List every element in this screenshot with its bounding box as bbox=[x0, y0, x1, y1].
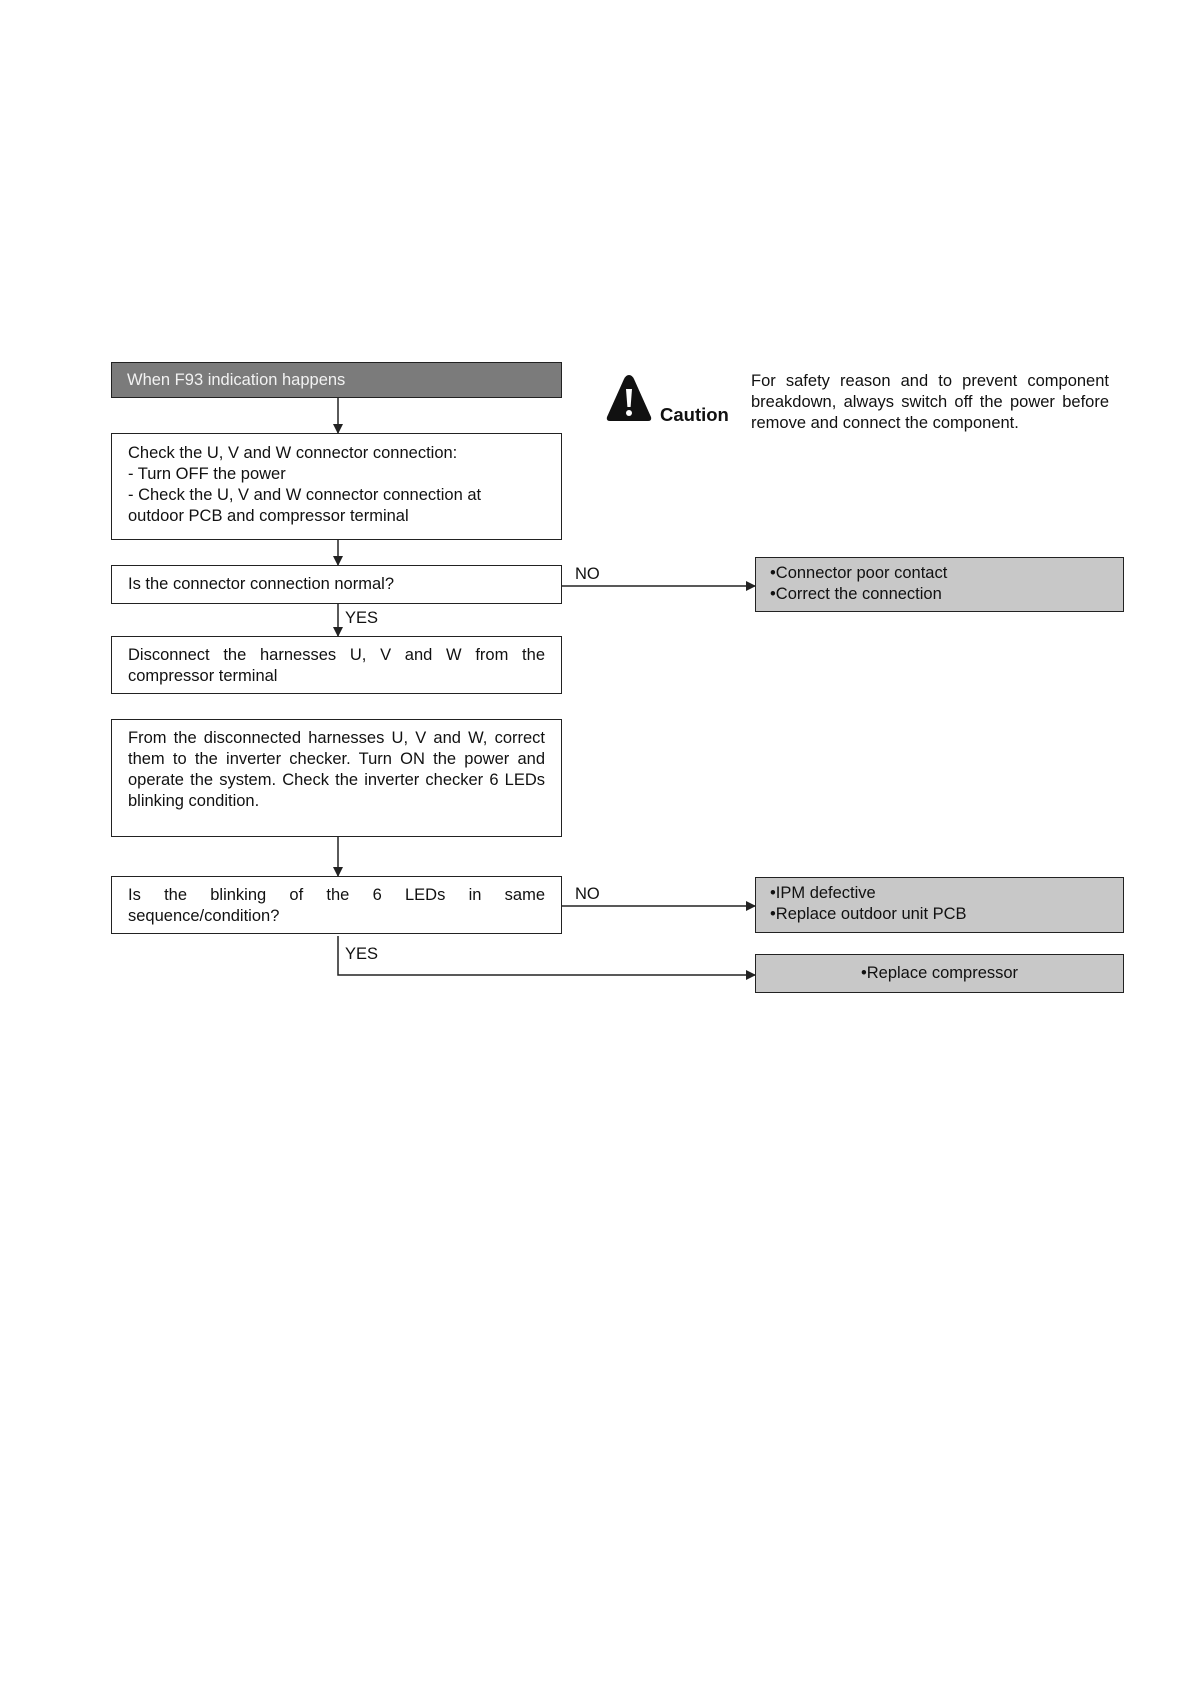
check-line-1: Check the U, V and W connector connection: bbox=[128, 444, 458, 462]
result-connector-box bbox=[755, 557, 1124, 612]
result-compressor-text: •Replace compressor bbox=[860, 964, 1019, 982]
disconnect-text: Disconnect the harnesses U, V and W from the compressor terminal bbox=[128, 646, 545, 685]
check-line-4: outdoor PCB and compressor terminal bbox=[128, 507, 409, 525]
result-ipm-line-2: •Replace outdoor unit PCB bbox=[770, 905, 967, 923]
label-no-1: NO bbox=[575, 565, 600, 583]
inverter-checker-box bbox=[111, 719, 562, 837]
result-compressor-box bbox=[755, 954, 1124, 993]
start-box bbox=[111, 362, 562, 398]
result-connector-line-1: •Connector poor contact bbox=[770, 564, 948, 582]
label-yes-2: YES bbox=[345, 945, 379, 963]
question-connector-box bbox=[111, 565, 562, 604]
caution-text: For safety reason and to prevent component breakdown, always switch off the power before remove and connect the component. bbox=[751, 372, 1109, 432]
start-text: When F93 indication happens bbox=[127, 371, 346, 389]
inverter-checker-text: From the disconnected harnesses U, V and W, correct them to the inverter checker. Turn ON the power and operate the system. Check the inverter checker 6 LEDs blinking condition. bbox=[128, 729, 545, 810]
question-leds-text: Is the blinking of the 6 LEDs in same sequence/condition? bbox=[128, 886, 545, 925]
question-connector-text: Is the connector connection normal? bbox=[128, 575, 394, 593]
warning-triangle-icon bbox=[605, 372, 653, 424]
label-yes-1: YES bbox=[345, 609, 379, 627]
result-connector-line-2: •Correct the connection bbox=[770, 585, 942, 603]
check-connector-box bbox=[111, 433, 562, 540]
label-no-2: NO bbox=[575, 885, 600, 903]
check-line-3: - Check the U, V and W connector connection at bbox=[128, 486, 482, 504]
check-line-2: - Turn OFF the power bbox=[128, 465, 286, 483]
disconnect-box bbox=[111, 636, 562, 694]
result-ipm-box bbox=[755, 877, 1124, 933]
caution-label: Caution bbox=[660, 404, 729, 425]
result-ipm-line-1: •IPM defective bbox=[770, 884, 876, 902]
question-leds-box bbox=[111, 876, 562, 934]
arrow-leds-yes-to-compressor bbox=[338, 936, 755, 975]
